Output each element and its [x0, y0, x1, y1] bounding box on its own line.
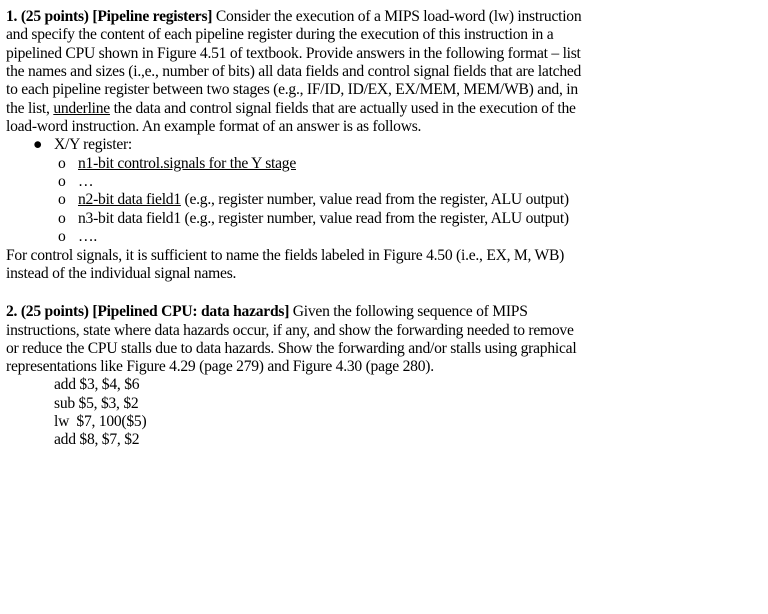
q1-note: For control signals, it is sufficient to name the fields labeled in Figure 4.50 (i.e., EX, M, WB)	[6, 246, 565, 264]
sub-item: …	[78, 173, 94, 190]
q2-line: or reduce the CPU stalls due to data hazards. Show the forwarding and/or stalls using graphical	[6, 340, 577, 357]
q1-number: 1. (25 points)	[6, 8, 89, 25]
code-line: sub $5, $3, $2	[54, 394, 139, 412]
q1-line: and specify the content of each pipeline register during the execution of this instruction in a	[6, 26, 554, 43]
code-line: lw $7, 100($5)	[54, 413, 147, 430]
q1-line: the names and sizes (i.,e., number of bits) all data fields and control signal fields that are latched	[6, 63, 582, 80]
circle-bullet-icon: o	[58, 209, 66, 227]
underline-word: underline	[53, 99, 110, 117]
sub-item: n2-bit data field1 (e.g., register number, value read from the register, ALU output)	[78, 191, 569, 208]
q1-note: instead of the individual signal names.	[6, 265, 237, 282]
code-line: add $3, $4, $6	[54, 376, 140, 393]
q2-number: 2. (25 points)	[6, 303, 89, 320]
circle-bullet-icon: o	[58, 154, 66, 172]
circle-bullet-icon: o	[58, 173, 66, 190]
q1-line: the list, underline the data and control signal fields that are actually used in the execution of the	[6, 99, 576, 117]
sub-item: n1-bit control.signals for the Y stage	[78, 154, 297, 172]
q1-line: to each pipeline register between two stages (e.g., IF/ID, ID/EX, EX/MEM, MEM/WB) and, in	[6, 81, 578, 98]
q2-title: [Pipelined CPU: data hazards]	[92, 303, 290, 320]
circle-bullet-icon: o	[58, 228, 66, 245]
q1-line: load-word instruction. An example format of an answer is as follows.	[6, 118, 422, 135]
q2-line: representations like Figure 4.29 (page 279) and Figure 4.30 (page 280).	[6, 358, 434, 375]
q2-line: 2. (25 points) [Pipelined CPU: data hazards] Given the following sequence of MIPS	[6, 303, 528, 320]
code-line: add $8, $7, $2	[54, 431, 140, 448]
circle-bullet-icon: o	[58, 191, 66, 208]
sub-item: n3-bit data field1 (e.g., register number, value read from the register, ALU output)	[78, 209, 569, 227]
bullet-icon: ●	[33, 136, 43, 153]
q1-line: pipelined CPU shown in Figure 4.51 of textbook. Provide answers in the following format – list	[6, 44, 581, 62]
sub-item: ….	[78, 228, 97, 245]
bullet-item: X/Y register:	[54, 136, 133, 153]
q1-line: 1. (25 points) [Pipeline registers] Consider the execution of a MIPS load-word (lw) instruction	[6, 8, 582, 25]
q1-title: [Pipeline registers]	[92, 8, 213, 25]
q2-line: instructions, state where data hazards occur, if any, and show the forwarding needed to remove	[6, 321, 574, 339]
